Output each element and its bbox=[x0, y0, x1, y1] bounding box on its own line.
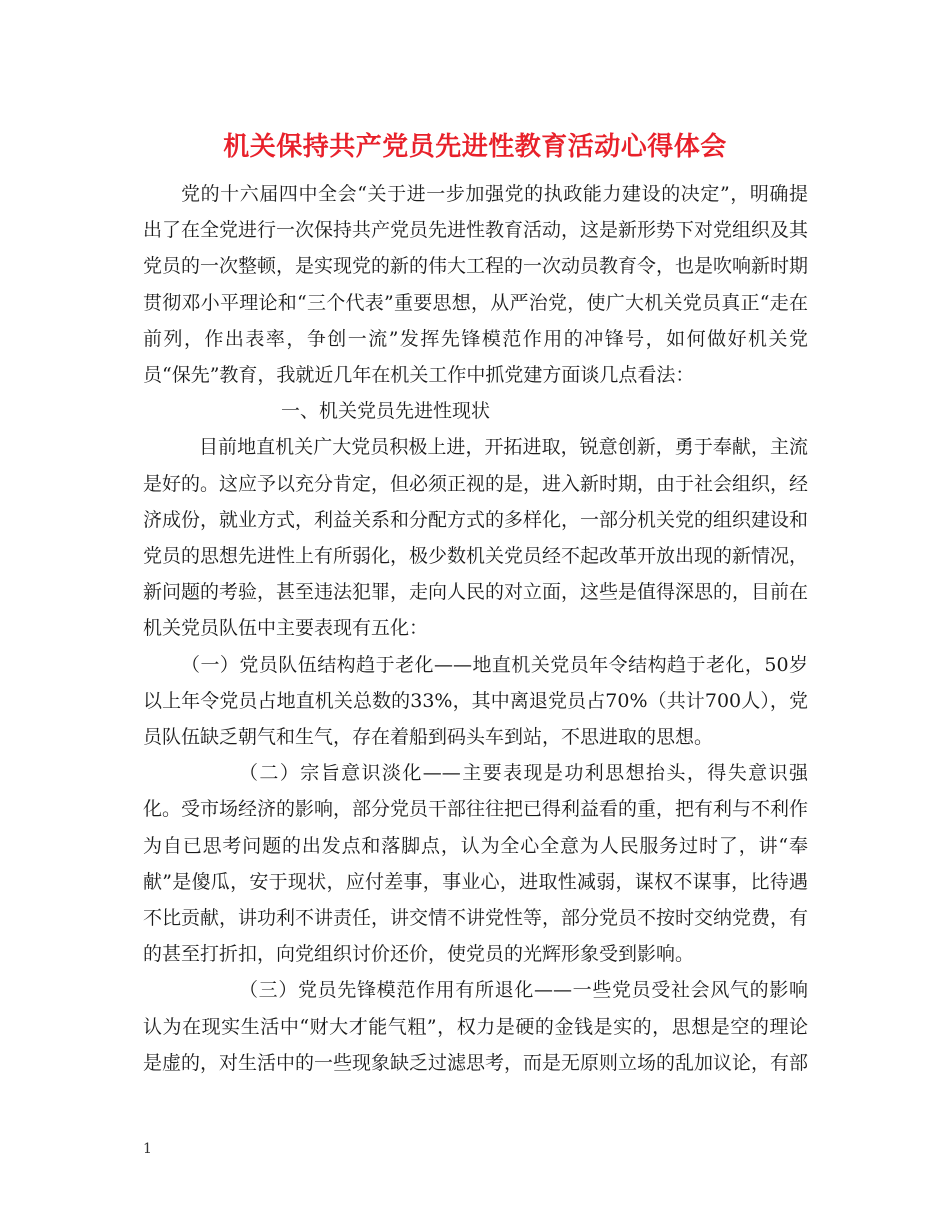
document-body bbox=[143, 176, 808, 1081]
section-heading: 一、机关党员先进性现状 bbox=[281, 400, 491, 423]
page-number: 1 bbox=[143, 1141, 152, 1157]
paragraph-point-1: （一）党员队伍结构趋于老化——地直机关党员年令结构趋于老化，50岁以上年令党员占地直机关总数的33%，其中离退党员占70%（共计700人），党员队伍缺乏朝气和生气，存在着船到码头车到站，不思进取的思想。 bbox=[143, 653, 808, 749]
paragraph-point-3: （三）党员先锋模范作用有所退化——一些党员受社会风气的影响认为在现实生活中“财大才能气粗”，权力是硬的金钱是实的，思想是空的理论是虚的，对生活中的一些现象缺乏过滤思考，而是无原则立场的乱加议论，有部 bbox=[143, 979, 809, 1074]
paragraph-intro: 党的十六届四中全会“关于进一步加强党的执政能力建设的决定”，明确提出了在全党进行一次保持共产党员先进性教育活动，这是新形势下对党组织及其党员的一次整顿，是实现党的新的伟大工程的一次动员教育令，也是吹响新时期贯彻邓小平理论和“三个代表”重要思想，从严治党，使广大机关党员真正“走在前列，作出表率，争创一流”发挥先锋模范作用的冲锋号，如何做好机关党员“保先”教育，我就近几年在机关工作中抓党建方面谈几点看法： bbox=[143, 183, 809, 387]
paragraph-point-2: （二）宗旨意识淡化——主要表现是功利思想抬头，得失意识强化。受市场经济的影响，部分党员干部往往把已得利益看的重，把有利与不利作为自已思考问题的出发点和落脚点，认为全心全意为人民服务过时了，讲“奉献”是傻瓜，安于现状，应付差事，事业心，进取性减弱，谋权不谋事，比待遇不比贡献，讲功利不讲责任，讲交情不讲党性等，部分党员不按时交纳党费，有的甚至打折扣，向党组织讨价还价，使党员的光辉形象受到影响。 bbox=[143, 762, 809, 966]
paragraph-status: 目前地直机关广大党员积极上进，开拓进取，锐意创新，勇于奉献，主流是好的。这应予以充分肯定，但必须正视的是，进入新时期，由于社会组织，经济成份，就业方式，利益关系和分配方式的多样化，一部分机关党的组织建设和党员的思想先进性上有所弱化，极少数机关党员经不起改革开放出现的新情况，新问题的考验，甚至违法犯罪，走向人民的对立面，这些是值得深思的，目前在机关党员队伍中主要表现有五化： bbox=[143, 436, 809, 640]
document-title: 机关保持共产党员先进性教育活动心得体会 bbox=[223, 132, 727, 162]
